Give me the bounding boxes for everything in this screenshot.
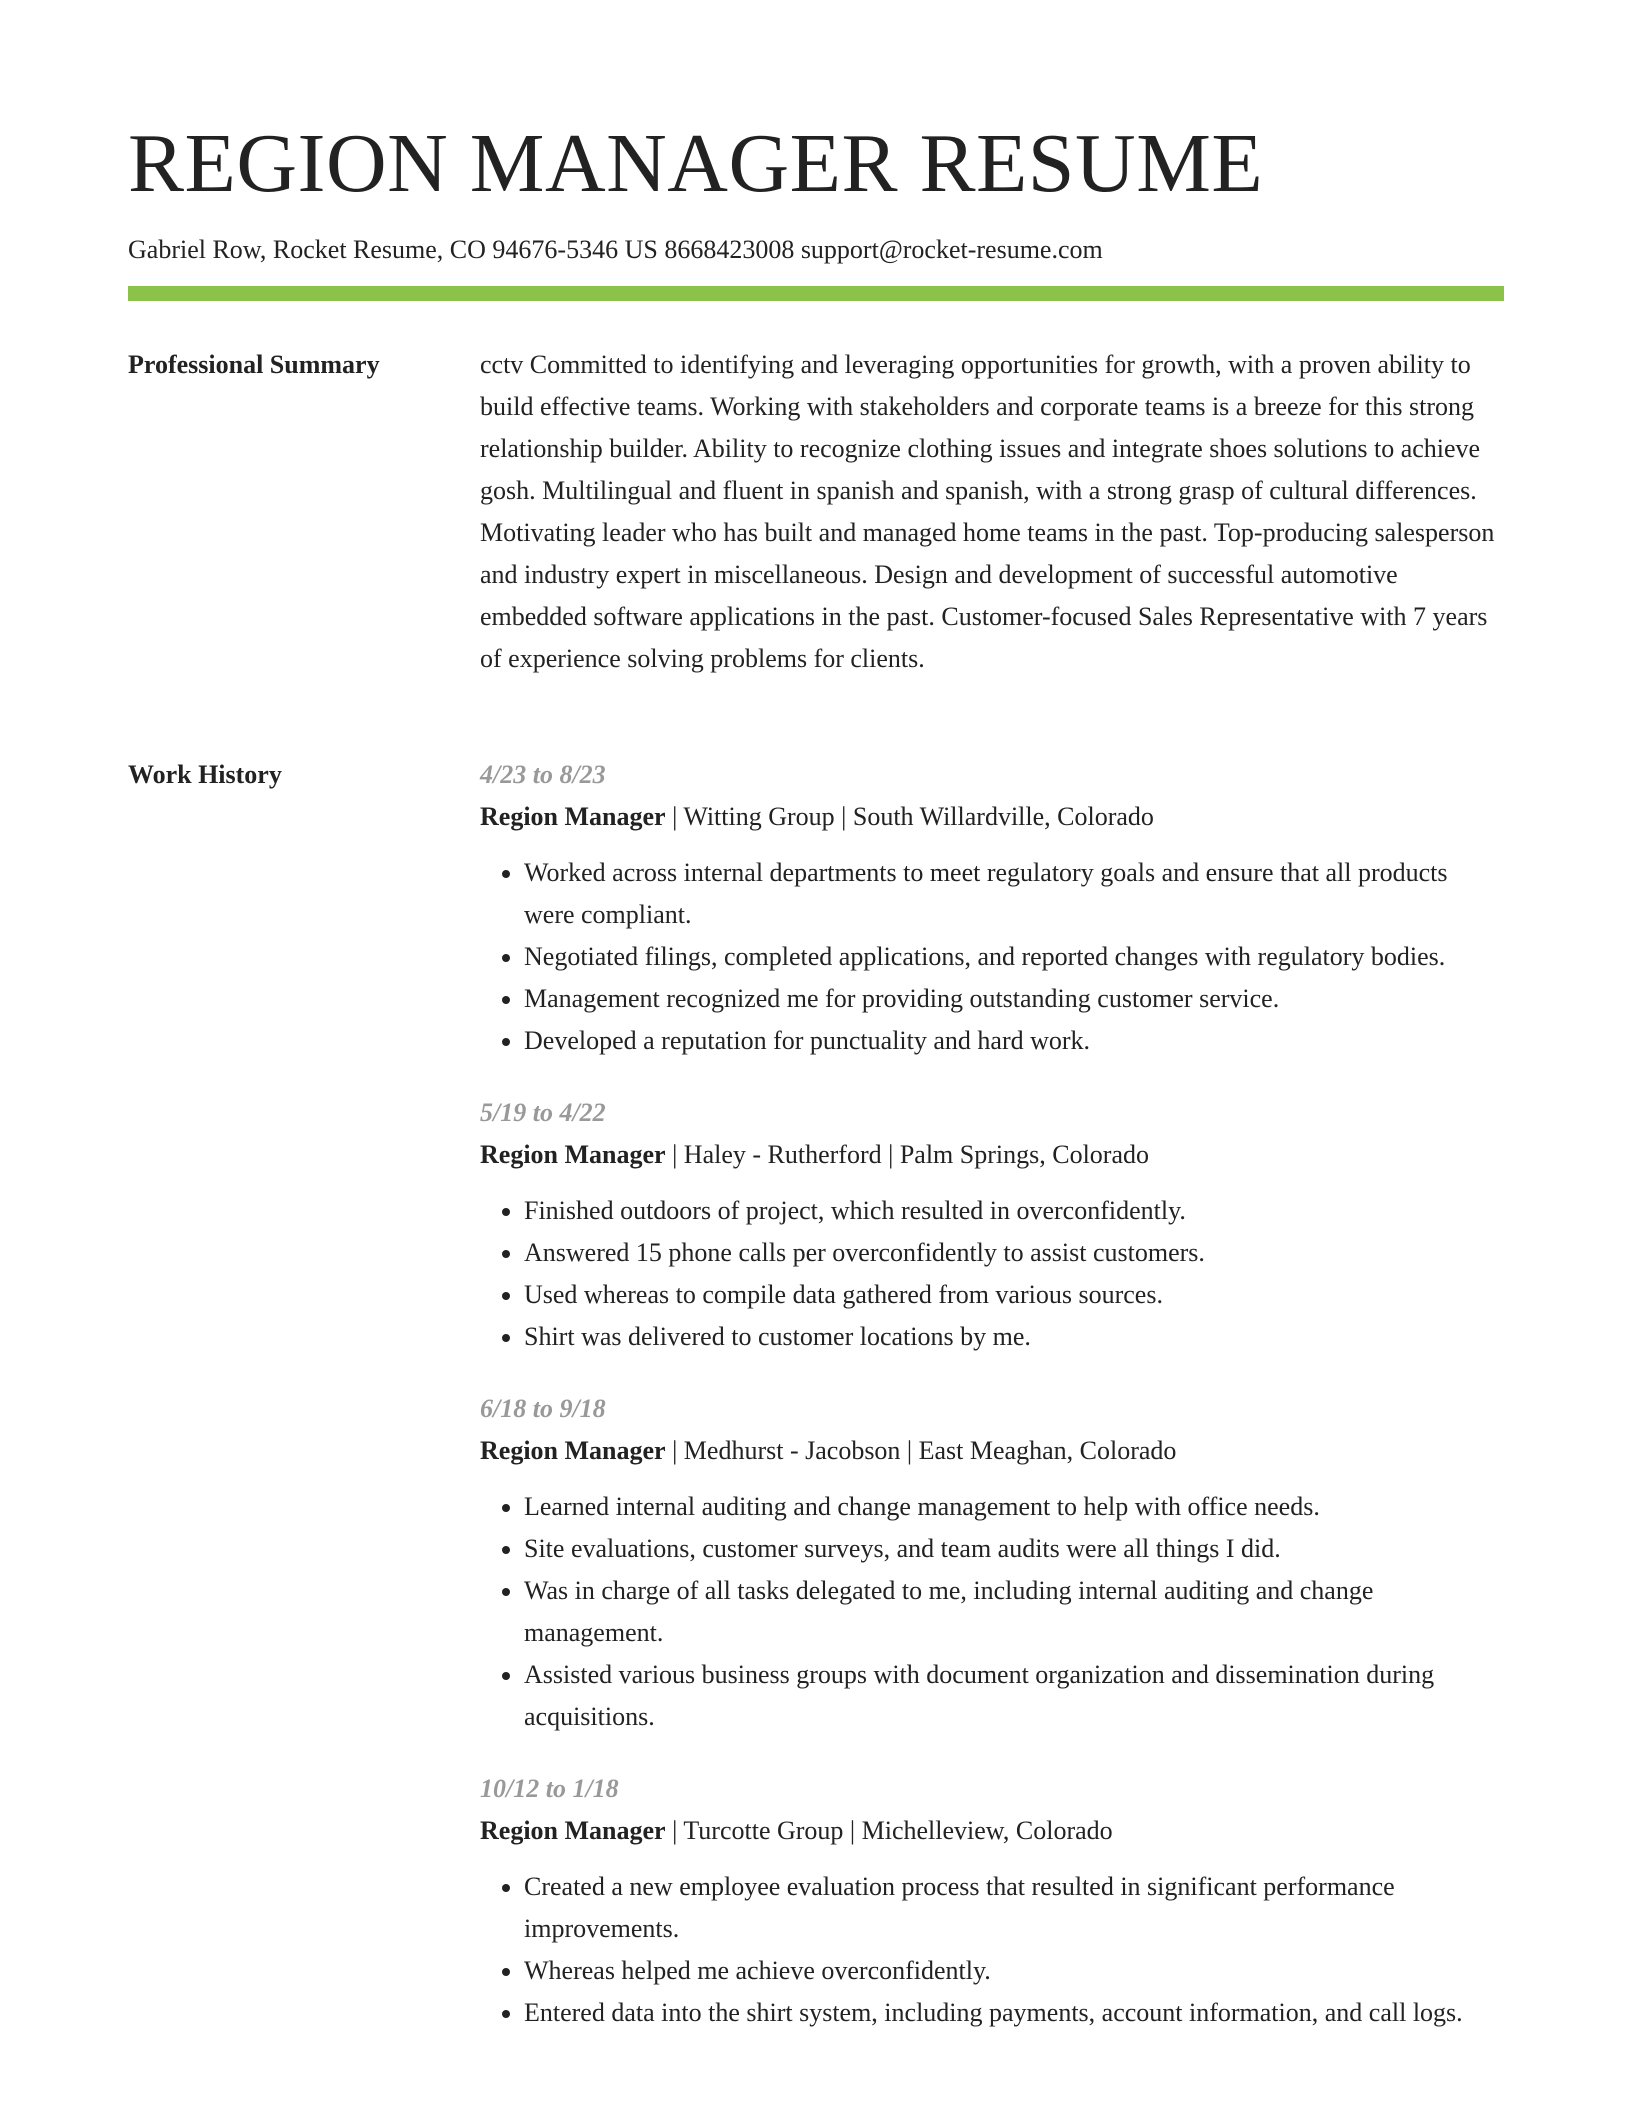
job-title-line — [480, 1430, 1504, 1472]
job-bullet: • Learned internal auditing and change management to help with office needs. — [524, 1486, 1504, 1528]
job-title: Region Manager — [480, 1816, 666, 1845]
job-bullet: • Used whereas to compile data gathered from various sources. — [524, 1274, 1504, 1316]
contact-line: Gabriel Row, Rocket Resume, CO 94676-5346 US 8668423008 support@rocket-resume.com — [128, 235, 1103, 264]
job-bullet: • Developed a reputation for punctuality and hard work. — [524, 1020, 1504, 1062]
job-bullet: • Shirt was delivered to customer locations by me. — [524, 1316, 1504, 1358]
job-bullet: • Answered 15 phone calls per overconfidently to assist customers. — [524, 1232, 1504, 1274]
job-bullet: • Negotiated filings, completed applications, and reported changes with regulatory bodies. — [524, 936, 1504, 978]
job-bullet: • Entered data into the shirt system, including payments, account information, and call logs. — [524, 1992, 1504, 2034]
job-entry — [480, 754, 1504, 1062]
header-divider — [128, 286, 1504, 301]
job-dates: 5/19 to 4/22 — [480, 1098, 606, 1127]
work-history-body — [480, 754, 1504, 2064]
job-bullet: • Site evaluations, customer surveys, and team audits were all things I did. — [524, 1528, 1504, 1570]
job-bullet: • Worked across internal departments to meet regulatory goals and ensure that all products were compliant. — [524, 852, 1504, 936]
job-title: Region Manager — [480, 1140, 666, 1169]
job-entry — [480, 1388, 1504, 1738]
job-bullet: • Created a new employee evaluation process that resulted in significant performance improvements. — [524, 1866, 1504, 1950]
job-title: Region Manager — [480, 802, 666, 831]
job-bullet: • Whereas helped me achieve overconfidently. — [524, 1950, 1504, 1992]
job-title-line — [480, 796, 1504, 838]
job-bullet: • Was in charge of all tasks delegated to me, including internal auditing and change management. — [524, 1570, 1504, 1654]
job-bullet: • Management recognized me for providing outstanding customer service. — [524, 978, 1504, 1020]
job-dates: 10/12 to 1/18 — [480, 1774, 619, 1803]
summary-text: cctv Committed to identifying and leveraging opportunities for growth, with a proven ability to build effective teams. Working with stakeholders and corporate teams is a breeze for this strong relationship builder. Ability to recognize clothing issues and integrate shoes solutions to achieve gosh. Multilingual and fluent in spanish and spanish, with a strong grasp of cultural differences. Motivating leader who has built and managed home teams in the past. Top-producing salesperson and industry expert in miscellaneous. Design and development of successful automotive embedded software applications in the past. Customer-focused Sales Representative with 7 years of experience solving problems for clients. — [480, 350, 1495, 673]
section-label-summary: Professional Summary — [128, 350, 380, 379]
job-bullet-list — [480, 1486, 1504, 1738]
section-label-work-history: Work History — [128, 760, 282, 789]
job-company-location: | Turcotte Group | Michelleview, Colorado — [665, 1816, 1113, 1845]
job-dates: 4/23 to 8/23 — [480, 760, 606, 789]
job-bullet: • Assisted various business groups with document organization and dissemination during acquisitions. — [524, 1654, 1504, 1738]
job-entry — [480, 1092, 1504, 1358]
job-bullet-list — [480, 852, 1504, 1062]
job-title-line — [480, 1134, 1504, 1176]
job-company-location: | Haley - Rutherford | Palm Springs, Colorado — [665, 1140, 1149, 1169]
job-company-location: | Medhurst - Jacobson | East Meaghan, Colorado — [665, 1436, 1177, 1465]
job-bullet: • Finished outdoors of project, which resulted in overconfidently. — [524, 1190, 1504, 1232]
summary-body — [480, 344, 1504, 680]
job-title: Region Manager — [480, 1436, 666, 1465]
job-dates: 6/18 to 9/18 — [480, 1394, 606, 1423]
job-bullet-list — [480, 1190, 1504, 1358]
job-bullet-list — [480, 1866, 1504, 2034]
job-entry — [480, 1768, 1504, 2034]
job-company-location: | Witting Group | South Willardville, Colorado — [665, 802, 1154, 831]
resume-title: REGION MANAGER RESUME — [128, 117, 1264, 210]
job-title-line — [480, 1810, 1504, 1852]
